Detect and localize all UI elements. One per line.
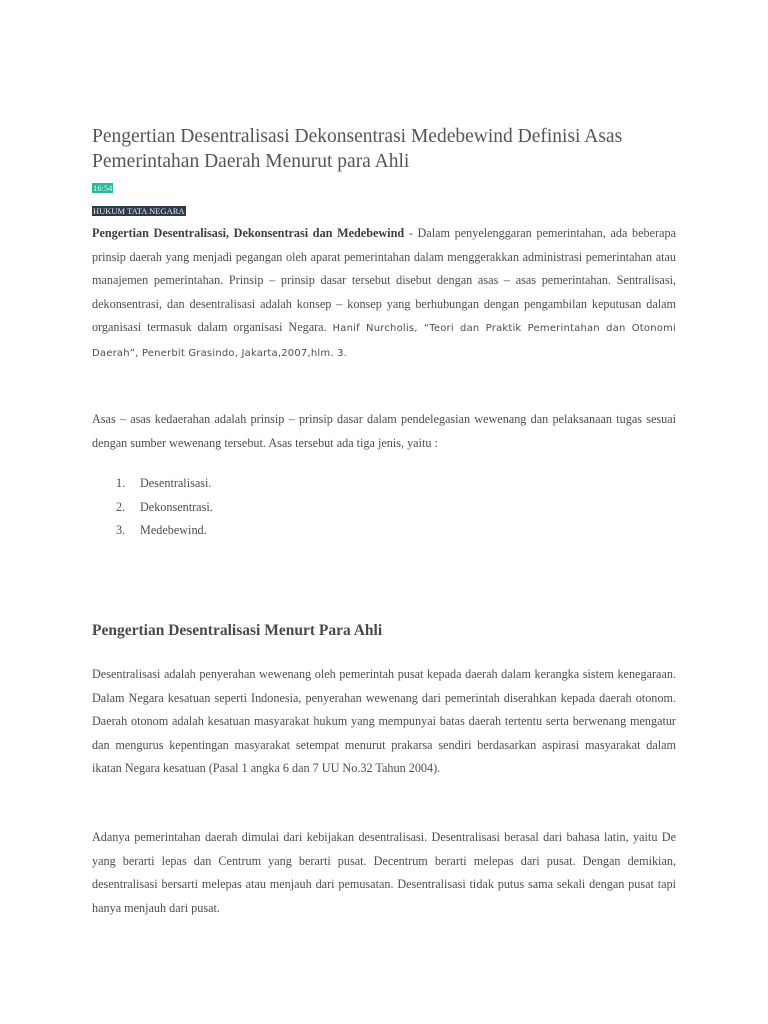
- citation: Hanif Nurcholis, “Teori dan Praktik Pemerintahan dan Otonomi Daerah”, Penerbit Grasindo, Jakarta,2007,hlm. 3.: [92, 323, 676, 359]
- list-number: 2.: [116, 499, 126, 514]
- article-title: Pengertian Desentralisasi Dekonsentrasi Medebewind Definisi Asas Pemerintahan Daerah Menurut para Ahli: [92, 126, 623, 172]
- list-item: [116, 519, 213, 543]
- asas-paragraph: Asas – asas kedaerahan adalah prinsip – prinsip dasar dalam pendelegasian wewenang dan pelaksanaan tugas sesuai dengan sumber wewenang tersebut. Asas tersebut ada tiga jenis, yaitu :: [92, 412, 676, 450]
- post-time-badge: 16:54: [93, 183, 113, 193]
- list-number: 1.: [116, 476, 126, 490]
- section-heading: Pengertian Desentralisasi Menurt Para Ahli: [92, 622, 383, 639]
- intro-text: - Dalam penyelenggaran pemerintahan, ada beberapa prinsip daerah yang menjadi pegangan oleh aparat pemerintahan dalam menggerakkan administrasi pemerintahan atau manajemen pemerintahan. Prinsip – prinsip dasar tersebut disebut dengan asas – asas pemerintahan. Sentralisasi, dekonsentrasi, dan desentralisasi adalah konsep – konsep yang berhubungan dengan pengambilan keputusan dalam organisasi termasuk dalam organisasi Negara.: [92, 226, 676, 335]
- list-item: [116, 496, 213, 520]
- intro-paragraph: [92, 222, 676, 366]
- intro-lead-bold: Pengertian Desentralisasi, Dekonsentrasi dan Medebewind: [92, 226, 405, 240]
- asas-list: [116, 472, 213, 543]
- list-label: Dekonsentrasi.: [140, 499, 213, 514]
- section-paragraph-1: Desentralisasi adalah penyerahan wewenang oleh pemerintah pusat kepada daerah dalam kerangka sistem kenegaraan. Dalam Negara kesatuan seperti Indonesia, penyerahan wewenang dari pemerintah diserahkan kepada daerah otonom. Daerah otonom adalah kesatuan masyarakat hukum yang mempunyai batas daerah tertentu serta berwenang mengatur dan mengurus kepentingan masyarakat setempat menurut prakarsa sendiri berdasarkan aspirasi masyarakat dalam ikatan Negara kesatuan (Pasal 1 angka 6 dan 7 UU No.32 Tahun 2004).: [92, 667, 676, 776]
- category-badge[interactable]: HUKUM TATA NEGARA: [93, 206, 185, 216]
- list-label: Desentralisasi.: [140, 476, 212, 490]
- list-label: Medebewind.: [140, 523, 207, 538]
- section-paragraph-2: Adanya pemerintahan daerah dimulai dari kebijakan desentralisasi. Desentralisasi berasal dari bahasa latin, yaitu De yang berarti lepas dan Centrum yang berarti pusat. Decentrum berarti melepas dari pusat. Dengan demikian, desentralisasi bersarti melepas atau menjauh dari pemusatan. Desentralisasi tidak putus sama sekali dengan pusat tapi hanya menjauh dari pusat.: [92, 830, 676, 915]
- list-item: [116, 472, 213, 496]
- list-number: 3.: [116, 523, 126, 538]
